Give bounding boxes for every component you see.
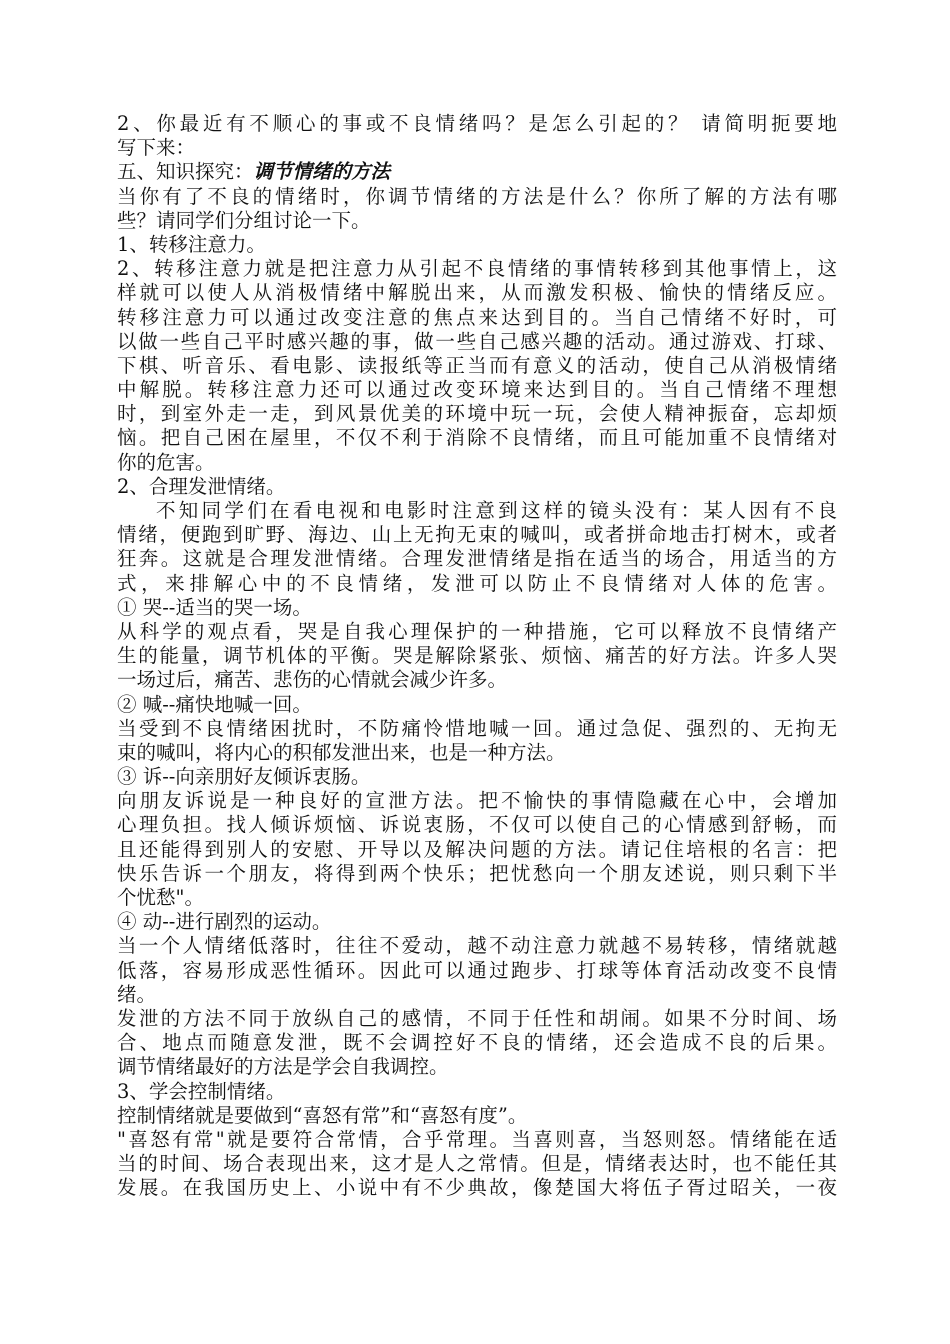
line-text: 2、转移注意力就是把注意力从引起不良情绪的事情转移到其他事情上，这 <box>117 257 837 281</box>
line-text: "喜怒有常"就是要符合常情，合乎常理。当喜则喜，当怒则怒。情绪能在适 <box>117 1127 837 1151</box>
text-line <box>117 572 837 596</box>
text-line <box>117 789 837 813</box>
line-text: 时，到室外走一走，到风景优美的环境中玩一玩，会使人精神振奋，忘却烦 <box>117 402 837 426</box>
text-line <box>117 1128 837 1152</box>
text-line <box>117 451 837 475</box>
line-text: ② 喊--痛快地喊一回。 <box>117 692 312 716</box>
line-text: 发展。在我国历史上、小说中有不少典故，像楚国大将伍子胥过昭关，一夜 <box>117 1176 837 1200</box>
line-text: 合、地点而随意发泄，既不会调控好不良的情绪，还会造成不良的后果。 <box>117 1031 837 1055</box>
text-line <box>117 160 837 184</box>
text-line <box>117 910 837 934</box>
text-line <box>117 644 837 668</box>
line-text: 当的时间、场合表现出来，这才是人之常情。但是，情绪表达时，也不能任其 <box>117 1152 837 1176</box>
line-text: 发泄的方法不同于放纵自己的感情，不同于任性和胡闹。如果不分时间、场 <box>117 1006 837 1030</box>
line-text: 些？请同学们分组讨论一下。 <box>117 208 371 232</box>
line-text: 五、知识探究： <box>117 160 254 184</box>
text-line <box>117 523 837 547</box>
line-text: 束的喊叫，将内心的积郁发泄出来，也是一种方法。 <box>117 740 566 764</box>
line-text: 从科学的观点看，哭是自我心理保护的一种措施，它可以释放不良情绪产 <box>117 619 837 643</box>
line-text: 控制情绪就是要做到“喜怒有常”和“喜怒有度”。 <box>117 1103 528 1127</box>
line-text: 1、转移注意力。 <box>117 232 266 256</box>
line-text: 转移注意力可以通过改变注意的焦点来达到目的。当自己情绪不好时，可 <box>117 305 837 329</box>
text-line <box>117 209 837 233</box>
text-line <box>117 281 837 305</box>
text-line <box>117 813 837 837</box>
line-text: 个忧愁"。 <box>117 886 204 909</box>
line-text: 以做一些自己平时感兴趣的事，做一些自己感兴趣的活动。通过游戏、打球、 <box>117 329 837 353</box>
text-line <box>117 1176 837 1200</box>
document-page <box>117 112 837 1200</box>
text-line <box>117 1055 837 1079</box>
text-line <box>117 112 837 136</box>
line-text: 狂奔。这就是合理发泄情绪。合理发泄情绪是指在适当的场合，用适当的方 <box>117 547 837 571</box>
line-text: 情绪，便跑到旷野、海边、山上无拘无束的喊叫，或者拼命地击打树木，或者 <box>117 523 837 547</box>
text-line <box>117 330 837 354</box>
text-line <box>117 668 837 692</box>
line-text: 生的能量，调节机体的平衡。哭是解除紧张、烦恼、痛苦的好方法。许多人哭 <box>117 644 837 668</box>
line-text: 写下来： <box>117 136 196 160</box>
line-text: ④ 动--进行剧烈的运动。 <box>117 910 332 934</box>
text-line <box>117 741 837 765</box>
text-line <box>117 1007 837 1031</box>
text-line <box>117 934 837 958</box>
line-text: ① 哭--适当的哭一场。 <box>117 595 312 619</box>
line-text: 下棋、听音乐、看电影、读报纸等正当而有意义的活动，使自己从消极情绪 <box>117 353 837 377</box>
text-line <box>117 306 837 330</box>
text-line <box>117 136 837 160</box>
line-text: 向朋友诉说是一种良好的宣泄方法。把不愉快的事情隐藏在心中，会增加 <box>117 789 837 813</box>
text-line <box>117 1080 837 1104</box>
line-text: 当受到不良情绪困扰时，不防痛怜惜地喊一回。通过急促、强烈的、无拘无 <box>117 716 837 740</box>
line-text: 心理负担。找人倾诉烦恼、诉说衷肠，不仅可以使自己的心情感到舒畅，而 <box>117 813 837 837</box>
line-text: 当一个人情绪低落时，往往不爱动，越不动注意力就越不易转移，情绪就越 <box>117 934 837 958</box>
line-text: 调节情绪最好的方法是学会自我调控。 <box>117 1055 449 1079</box>
line-text: 当你有了不良的情绪时，你调节情绪的方法是什么？你所了解的方法有哪 <box>117 184 837 208</box>
line-text: 一场过后，痛苦、悲伤的心情就会减少许多。 <box>117 668 508 692</box>
text-line <box>117 983 837 1007</box>
line-text: 2、你最近有不顺心的事或不良情绪吗？是怎么引起的？ 请简明扼要地 <box>117 112 837 135</box>
line-text: 样就可以使人从消极情绪中解脱出来，从而激发积极、愉快的情绪反应。 <box>117 281 837 305</box>
text-line <box>117 354 837 378</box>
text-line <box>117 1031 837 1055</box>
line-text: 3、学会控制情绪。 <box>117 1079 286 1103</box>
text-line <box>117 765 837 789</box>
line-text: 恼。把自己困在屋里，不仅不利于消除不良情绪，而且可能加重不良情绪对 <box>117 426 837 450</box>
text-line <box>117 475 837 499</box>
line-text: 且还能得到别人的安慰、开导以及解决问题的方法。请记住培根的名言：把 <box>117 837 837 861</box>
line-text: ③ 诉--向亲朋好友倾诉衷肠。 <box>117 765 371 789</box>
text-line <box>117 233 837 257</box>
line-text: 不知同学们在看电视和电影时注意到这样的镜头没有：某人因有不良 <box>156 499 837 522</box>
line-text: 式，来排解心中的不良情绪，发泄可以防止不良情绪对人体的危害。 <box>117 571 837 595</box>
line-text: 中解脱。转移注意力还可以通过改变环境来达到目的。当自己情绪不理想 <box>117 378 837 402</box>
text-line <box>117 1152 837 1176</box>
line-text: 绪。 <box>117 982 157 1006</box>
text-line <box>117 886 837 910</box>
text-line <box>117 499 837 523</box>
line-text: 2、合理发泄情绪。 <box>117 474 286 498</box>
text-line <box>117 959 837 983</box>
text-line <box>117 257 837 281</box>
text-line <box>117 185 837 209</box>
text-line <box>117 620 837 644</box>
line-text: 你的危害。 <box>117 450 215 474</box>
line-text: 快乐告诉一个朋友，将得到两个快乐；把忧愁向一个朋友述说，则只剩下半 <box>117 861 837 885</box>
text-line <box>117 717 837 741</box>
text-line <box>117 1104 837 1128</box>
text-line <box>117 693 837 717</box>
text-line <box>117 426 837 450</box>
text-line <box>117 378 837 402</box>
text-line <box>117 402 837 426</box>
text-line <box>117 547 837 571</box>
text-line <box>117 596 837 620</box>
line-text: 低落，容易形成恶性循环。因此可以通过跑步、打球等体育活动改变不良情 <box>117 958 837 982</box>
text-line <box>117 838 837 862</box>
text-line <box>117 862 837 886</box>
section-topic: 调节情绪的方法 <box>253 160 391 184</box>
